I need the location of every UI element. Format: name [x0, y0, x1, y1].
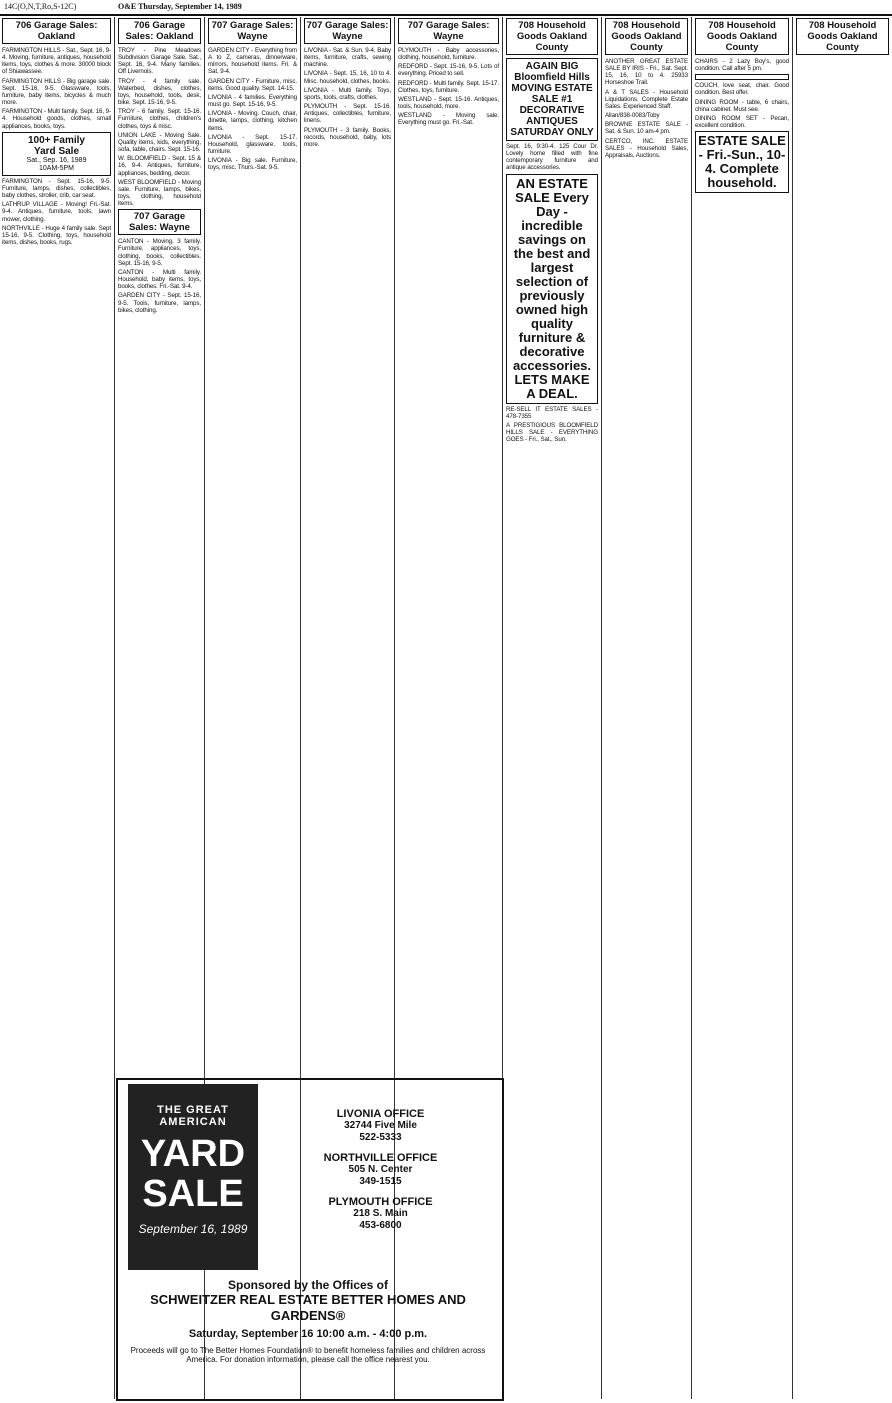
office-phone: 522-5333 — [359, 1132, 402, 1143]
classified-ad: FARMINGTON - Multi family. Sept. 16, 9-4. Household goods, clothes, small appliances, books, toys. — [2, 108, 111, 130]
section-heading: 708 Household Goods Oakland County — [695, 18, 789, 55]
page-folio: 14C(O,N,T,Ro,S-12C) — [4, 2, 77, 11]
classified-ad: GARDEN CITY - Sept. 15-16, 9-5. Tools, furniture, lamps, bikes, clothing. — [118, 292, 201, 314]
sponsor-block — [128, 1278, 488, 1364]
classified-ad: DINING ROOM SET - Pecan, excellent condition. — [695, 114, 789, 130]
office-address: 218 S. Main — [353, 1208, 408, 1219]
display-ad — [506, 174, 598, 404]
classified-ad: FARMINGTON HILLS - Sat., Sept. 16, 9-4. Moving, furniture, antiques, household items, toys, clothes & more. 30000 block of Shiawassee. — [2, 47, 111, 76]
page-header — [0, 0, 892, 16]
office-phone: 453-6800 — [359, 1220, 402, 1231]
classified-ad: LIVONIA - Moving. Couch, chair, dinette, lamps, clothing, kitchen items. — [208, 110, 297, 132]
classified-ad: LIVONIA - Sept. 15, 16, 10 to 4. Misc. household, clothes, books. — [304, 70, 391, 85]
column-4 — [302, 17, 393, 1073]
classified-ad: WEST BLOOMFIELD - Moving sale. Furniture, lamps, bikes, toys, clothing, household items. — [118, 178, 201, 208]
classified-ad: DINING ROOM - table, 6 chairs, china cabinet. Must see. — [695, 98, 789, 113]
column-rule — [691, 17, 692, 1399]
event-date: Saturday, September 16 10:00 a.m. - 4:00 p.m. — [188, 1328, 428, 1340]
display-ad — [695, 131, 789, 193]
section-heading: 708 Household Goods Oakland County — [796, 18, 889, 55]
column-9 — [794, 17, 891, 1399]
classified-ad: PLYMOUTH - 3 family. Books, records, household, baby, lots more. — [304, 126, 391, 148]
classified-ad: FARMINGTON - Sept. 15-16, 9-5. Furniture, lamps, dishes, collectibles, baby clothes, stroller, crib, car seat. — [2, 177, 111, 200]
display-ad-line: Yard Sale — [33, 145, 80, 157]
office-title: NORTHVILLE OFFICE — [323, 1152, 438, 1164]
column-1 — [0, 17, 113, 1399]
classified-ad: LIVONIA - Multi family. Toys, sports, tools, crafts, clothes. — [304, 86, 391, 101]
classified-ad: A & T SALES - Household Liquidations. Complete Estate Sales. Experienced Staff. — [605, 88, 688, 110]
classified-ad: LIVONIA - Big sale. Furniture, toys, misc. Thurs.-Sat. 9-5. — [208, 157, 297, 172]
classified-ad: WESTLAND - Moving sale. Everything must go. Fri.-Sat. — [398, 112, 499, 127]
logo-line: THE GREAT AMERICAN — [157, 1104, 229, 1128]
classified-ad: REDFORD - Multi family. Sept. 15-17. Clothes, toys, furniture. — [398, 79, 499, 94]
classified-ad: Allan/838-0083/Toby — [605, 112, 660, 120]
section-heading: 707 Garage Sales: Wayne — [118, 209, 201, 235]
classified-ad: LATHRUP VILLAGE - Moving! Fri.-Sat. 9-4. Antiques, furniture, tools, lawn mower, clothing. — [2, 201, 111, 223]
section-heading: 707 Garage Sales: Wayne — [208, 18, 297, 44]
display-ad-line: AGAIN BIG Bloomfield Hills MOVING ESTATE SALE #1 DECORATIVE ANTIQUES SATURDAY ONLY — [510, 61, 594, 138]
section-heading: 706 Garage Sales: Oakland — [2, 18, 111, 44]
section-heading: 707 Garage Sales: Wayne — [304, 18, 391, 44]
classified-ad: CANTON - Moving. 3 family. Furniture, appliances, toys, clothing, books, collectibles. Sept. 15-16, 9-5. — [118, 238, 201, 267]
column-7 — [603, 17, 690, 1399]
display-ad-line: 10AM-5PM — [38, 164, 74, 172]
classified-ad: CERTCO, INC. ESTATE SALES - Household Sales, Appraisals, Auctions. — [605, 137, 688, 159]
classified-ad: A PRESTIGIOUS BLOOMFIELD HILLS SALE - EVERYTHING GOES - Fri., Sat., Sun. — [506, 421, 598, 444]
classified-ad: W. BLOOMFIELD - Sept. 15 & 16, 9-4. Antiques, furniture, appliances, bedding, decor. — [118, 155, 201, 177]
classified-ad: ANOTHER GREAT ESTATE SALE BY IRIS - Fri., Sat. Sept. 15, 16, 10 to 4. 25933 Horseshoe Trail. — [605, 58, 688, 87]
logo-line: September 16, 1989 — [138, 1222, 248, 1236]
page-dateline: O&E Thursday, September 14, 1989 — [118, 2, 242, 11]
classified-ad: CHAIRS - 2 Lazy Boy's, good condition. Call after 5 pm. — [695, 58, 789, 73]
classified-ad: BROWNE ESTATE SALE - Sat. & Sun. 10 am-4 pm. — [605, 121, 688, 136]
classified-ad: TROY - 6 family. Sept. 15-16. Furniture, clothes, children's clothes, toys & misc. — [118, 108, 201, 130]
column-3 — [206, 17, 299, 1073]
office-list — [273, 1100, 488, 1232]
display-ad — [2, 132, 111, 176]
section-heading: 708 Household Goods Oakland County — [605, 18, 688, 55]
column-rule — [792, 17, 793, 1399]
classified-ad: LIVONIA - Sept. 15-17. Household, glassware, tools, furniture. — [208, 133, 297, 156]
column-rule — [601, 17, 602, 1399]
display-ad — [695, 74, 789, 80]
classified-ad: FARMINGTON HILLS - Big garage sale. Sept. 15-16, 9-5. Glassware, tools, furniture, baby items, bicycles & much more. — [2, 77, 111, 107]
logo-line: YARD SALE — [140, 1133, 246, 1215]
sponsor-line: Sponsored by the Offices of — [227, 1278, 389, 1292]
display-ad-line: Sat., Sep. 16, 1989 — [26, 156, 87, 164]
classified-ad: CANTON - Multi family. Household, baby items, toys, books, clothes. Fri.-Sat. 9-4. — [118, 268, 201, 291]
yard-sale-banner — [116, 1078, 504, 1401]
classified-ad: TROY - Pine Meadows Subdivision Garage Sale. Sat., Sept. 16, 9-4. Many families. Off Livernois. — [118, 47, 201, 76]
column-rule — [114, 17, 115, 1399]
office-address: 505 N. Center — [348, 1164, 413, 1175]
office-phone: 349-1515 — [359, 1176, 402, 1187]
classified-ad: PLYMOUTH - Sept. 15-16. Antiques, collectibles, furniture, linens. — [304, 103, 391, 125]
yard-sale-logo — [128, 1084, 258, 1270]
classified-ad: LIVONIA - Sat. & Sun. 9-4. Baby items, furniture, crafts, sewing machine. — [304, 47, 391, 69]
donation-note: Proceeds will go to The Better Homes Foundation® to benefit homeless families and children across America. For donation information, please call the office nearest you. — [130, 1346, 486, 1364]
display-ad-line: 100+ Family — [28, 134, 85, 146]
display-ad-line: ESTATE SALE - Fri.-Sun., 10-4. Complete household. — [698, 133, 786, 191]
classified-ad: REDFORD - Sept. 15-16, 9-5. Lots of everything. Priced to sell. — [398, 63, 499, 78]
section-heading: 706 Garage Sales: Oakland — [118, 18, 201, 44]
classified-ad: RE-SELL IT ESTATE SALES - 478-7355 — [506, 405, 598, 420]
classified-ad: WESTLAND - Sept. 15-16. Antiques, tools, household, more. — [398, 95, 499, 111]
classified-ad: COUCH, love seat, chair. Good condition. Best offer. — [695, 82, 789, 97]
classified-ad: PLYMOUTH - Baby accessories, clothing, household, furniture. — [398, 47, 499, 62]
display-ad — [506, 58, 598, 141]
section-heading: 708 Household Goods Oakland County — [506, 18, 598, 55]
classified-ad: Sept. 16, 9:30-4. 125 Cour Dr. Lovely home filled with fine contemporary furniture and antique accessories. — [506, 143, 598, 172]
classified-ad: UNION LAKE - Moving Sale. Quality items, kids, everything, sofa, table, chairs. Sept. 15-16. — [118, 131, 201, 154]
display-ad-line: AN ESTATE SALE Every Day - incredible savings on the best and largest selection of previously owned high quality furniture & decorative accessories. LETS MAKE A DEAL. — [512, 175, 592, 401]
office-title: LIVONIA OFFICE — [336, 1108, 425, 1120]
column-6 — [504, 17, 600, 1399]
section-heading: 707 Garage Sales: Wayne — [398, 18, 499, 44]
classified-ad: TROY - 4 family sale. Waterbed, dishes, clothes, toys, household, tools, desk, bike. Sept. 15-16, 9-5. — [118, 77, 201, 107]
office-address: 32744 Five Mile — [344, 1120, 417, 1131]
classified-ad: LIVONIA - 4 families. Everything must go. Sept. 15-16, 9-5. — [208, 93, 297, 109]
sponsor-name: SCHWEITZER REAL ESTATE BETTER HOMES AND GARDENS® — [150, 1292, 466, 1323]
classified-ad: GARDEN CITY - Furniture, misc. items. Good quality. Sept. 14-15. — [208, 77, 297, 92]
office-title: PLYMOUTH OFFICE — [328, 1196, 433, 1208]
classified-ad: NORTHVILLE - Huge 4 family sale. Sept 15-16, 9-5. Clothing, toys, household items, dishes, books, rugs. — [2, 224, 111, 246]
classified-ad: GARDEN CITY - Everything from A to Z, cameras, dinnerware, mirrors, household items. Fri. & Sat. 9-4. — [208, 47, 297, 76]
column-8 — [693, 17, 791, 1399]
